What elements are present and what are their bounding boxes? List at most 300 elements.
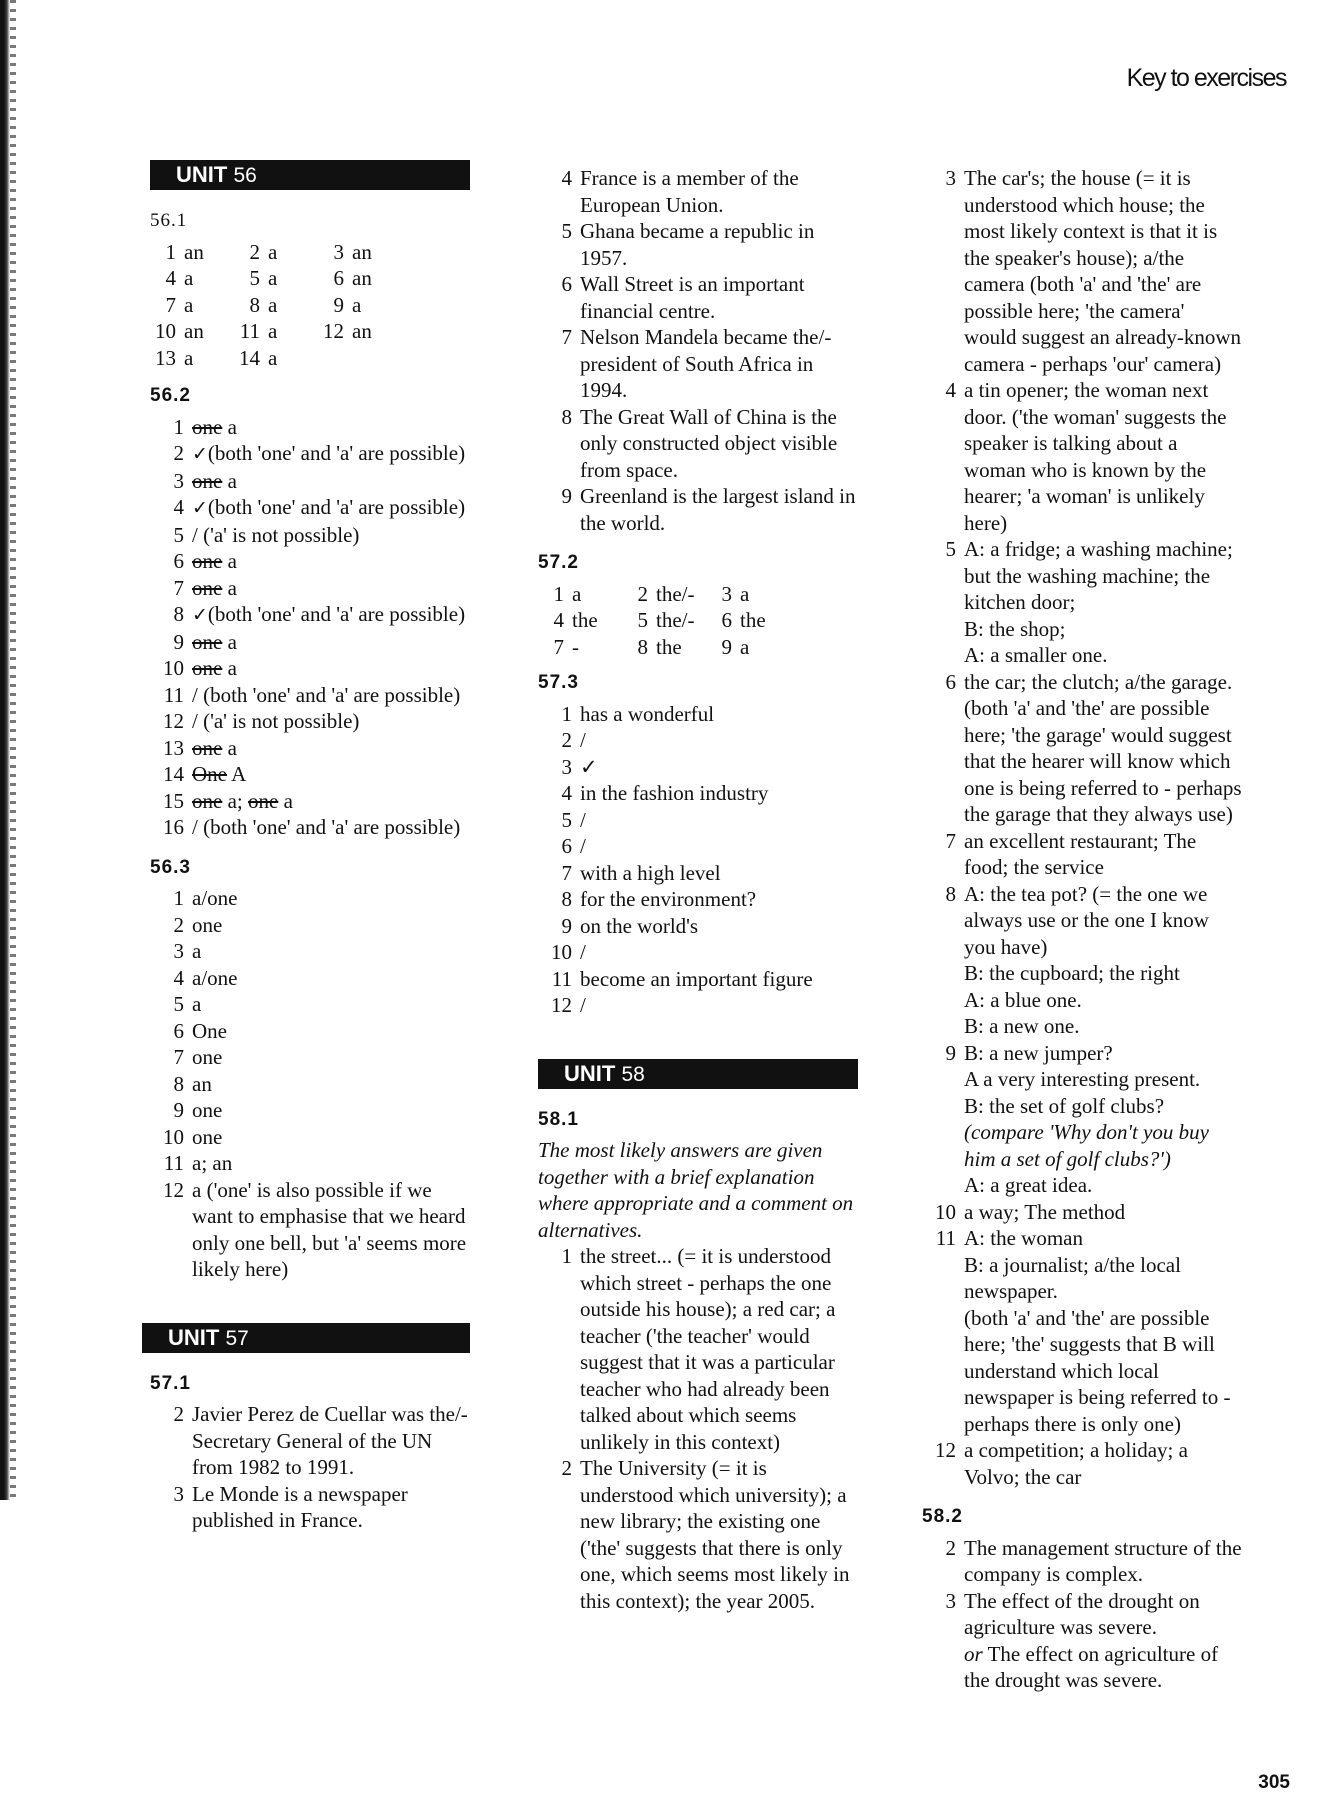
answer-number: 9 (721, 634, 732, 659)
item-number: 12 (551, 993, 572, 1017)
item-number: 12 (935, 1438, 956, 1462)
item-number: 4 (561, 781, 572, 805)
answer-text: a (222, 656, 237, 680)
item-text (580, 165, 858, 218)
answer-text: a (222, 575, 237, 600)
item-number: 3 (173, 939, 184, 963)
list-item (922, 536, 1242, 669)
item-text (964, 1535, 1242, 1588)
item-text (192, 1097, 470, 1124)
item-text (192, 682, 470, 709)
item-text (192, 761, 470, 788)
list-item (922, 1588, 1242, 1694)
list-item (538, 483, 858, 536)
dialogue-line (964, 642, 1242, 669)
line-text: B: the set of golf clubs? (964, 1093, 1165, 1118)
item-number: 2 (173, 1402, 184, 1426)
answer-value: the/- (656, 581, 695, 606)
list-item (150, 885, 470, 912)
item-number: 6 (561, 834, 572, 858)
answer-text: ✓ (580, 754, 598, 779)
item-number: 7 (561, 325, 572, 349)
item-number: 1 (561, 701, 572, 726)
item-number: 8 (561, 404, 572, 429)
answer-value: a (184, 345, 194, 370)
list-item (150, 991, 470, 1018)
item-text (964, 1199, 1242, 1226)
answer-number: 6 (333, 266, 344, 290)
answer-text: / (both 'one' and 'a' are possible) (192, 682, 461, 707)
item-text (192, 885, 470, 912)
item-text (192, 468, 470, 495)
list-item (150, 1481, 470, 1534)
list-item (538, 807, 858, 834)
item-number: 10 (163, 656, 184, 680)
answer-text: on the world's (580, 913, 699, 938)
item-number: 11 (163, 1151, 184, 1175)
answer-text: in the fashion industry (580, 781, 769, 805)
exercise-57-2-answers (538, 581, 858, 661)
answer-text: France is a member of the European Union. (580, 166, 799, 217)
dialogue-line (964, 1066, 1242, 1093)
line-text: A a very interesting present. (964, 1067, 1201, 1091)
item-number: 2 (561, 1456, 572, 1480)
answer-number: 5 (637, 608, 648, 632)
dialogue-line (964, 1172, 1242, 1199)
line-text: B: the cupboard; the right (964, 961, 1180, 985)
dialogue-line (964, 536, 1242, 616)
item-number: 11 (163, 682, 184, 707)
item-text (192, 965, 470, 992)
answer-text: / ('a' is not possible) (192, 522, 360, 547)
line-text: A: the tea pot? (= the one we always use or the one I know you have) (964, 881, 1209, 959)
answer-text: become an important figure (580, 966, 813, 991)
column-1 (150, 160, 470, 1534)
answer-number: 4 (165, 266, 176, 290)
line-text: A: a blue one. (964, 987, 1082, 1012)
exercise-57-3-list (538, 701, 858, 1019)
answer-value: a (572, 581, 582, 606)
answer-number: 1 (553, 581, 564, 606)
item-text (964, 1437, 1242, 1490)
struck-word: one (192, 549, 223, 573)
list-item (538, 754, 858, 781)
item-number: 10 (163, 1124, 184, 1149)
item-text (580, 324, 858, 404)
item-text (192, 414, 470, 441)
item-number: 12 (163, 1177, 184, 1202)
item-number: 14 (163, 762, 184, 786)
item-text (580, 780, 858, 807)
list-item (538, 324, 858, 404)
item-number: 6 (561, 272, 572, 296)
exercise-57-1-label: 57.1 (150, 1372, 191, 1394)
list-item (150, 788, 470, 815)
list-item (150, 965, 470, 992)
dialogue-line (964, 1040, 1242, 1067)
exercise-58-1-list-part1 (538, 1243, 858, 1614)
answer-value: a (740, 581, 750, 606)
list-item (150, 414, 470, 441)
exercise-56-1-label: 56.1 (150, 210, 188, 231)
list-item (922, 881, 1242, 1040)
item-text (192, 991, 470, 1018)
answer-text: has a wonderful (580, 701, 715, 726)
answer-text: / (580, 728, 586, 752)
item-text (192, 708, 470, 735)
list-item (922, 165, 1242, 377)
exercise-58-1-list-part2 (922, 165, 1242, 1490)
item-number: 6 (173, 1018, 184, 1043)
line-text: B: the shop; (964, 616, 1066, 641)
item-text (192, 1150, 470, 1177)
item-text (580, 218, 858, 271)
item-text (580, 754, 858, 781)
list-item (150, 601, 470, 629)
list-item (150, 1401, 470, 1481)
answer-number: 12 (323, 319, 344, 343)
struck-word: one (192, 575, 223, 600)
list-item (538, 1455, 858, 1614)
list-item (922, 828, 1242, 881)
item-text (192, 735, 470, 762)
exercise-56-3-list (150, 885, 470, 1283)
item-text (580, 992, 858, 1019)
alternative-answer (964, 1641, 1242, 1694)
answer-text: / (580, 807, 586, 832)
answer-text: (both 'one' and 'a' are possible) (207, 441, 466, 465)
item-number: 3 (945, 1588, 956, 1613)
answer-value: the/- (656, 608, 695, 632)
list-item (150, 708, 470, 735)
struck-word: one (192, 788, 223, 813)
item-text (580, 727, 858, 754)
item-number: 9 (173, 1098, 184, 1122)
answer-number: 2 (249, 239, 260, 264)
answer-value: a (740, 634, 750, 659)
answer-value: the (656, 634, 682, 659)
answer-text: The Great Wall of China is the only constructed object visible from space. (580, 404, 838, 482)
item-text (964, 828, 1242, 881)
item-text (192, 1177, 470, 1283)
answer-text: / (580, 940, 586, 964)
item-number: 2 (173, 912, 184, 937)
item-text (580, 966, 858, 993)
list-item (150, 655, 470, 682)
dialogue-line (964, 881, 1242, 961)
item-number: 7 (173, 575, 184, 600)
item-number: 9 (945, 1040, 956, 1065)
alt-text: The effect on agriculture of the drought was severe. (964, 1641, 1219, 1692)
item-text (964, 1040, 1242, 1199)
item-number: 4 (173, 965, 184, 990)
answer-text: a (222, 735, 237, 760)
item-text (964, 881, 1242, 1040)
page-number: 305 (1258, 1772, 1290, 1793)
list-item (538, 886, 858, 913)
unit-56-heading: UNIT 56 (150, 160, 470, 190)
alt-prefix: or (964, 1641, 983, 1666)
list-item (538, 913, 858, 940)
answer-value: a (268, 345, 278, 370)
item-text (192, 548, 470, 575)
item-text (580, 701, 858, 728)
running-header: Key to exercises (1126, 64, 1286, 92)
item-number: 6 (945, 669, 956, 694)
answer-text: Ghana became a republic in 1957. (580, 219, 815, 270)
dialogue-line (964, 987, 1242, 1014)
dialogue-line (964, 1225, 1242, 1252)
item-number: 15 (163, 788, 184, 813)
struck-word: One (192, 762, 227, 786)
answer-number: 3 (333, 239, 344, 264)
item-number: 4 (173, 495, 184, 519)
list-item (538, 218, 858, 271)
list-item (538, 780, 858, 807)
answer-text: / (580, 993, 586, 1017)
answer-value: an (352, 319, 372, 343)
answer-value: - (572, 634, 579, 659)
list-item (538, 992, 858, 1019)
item-text (192, 938, 470, 965)
exercise-56-3-label: 56.3 (150, 856, 191, 878)
answer-number: 13 (155, 345, 176, 370)
unit-57-heading: UNIT 57 (142, 1323, 470, 1353)
list-item (150, 1124, 470, 1151)
note (964, 1119, 1242, 1172)
answer-text: (both 'one' and 'a' are possible) (207, 602, 466, 626)
item-number: 8 (173, 1071, 184, 1096)
list-item (538, 271, 858, 324)
list-item (150, 494, 470, 522)
item-number: 3 (173, 468, 184, 493)
list-item (150, 761, 470, 788)
item-text (192, 1481, 470, 1534)
unit-58-heading: UNIT 58 (538, 1059, 858, 1089)
item-text (192, 1124, 470, 1151)
exercise-57-1-list-part1 (150, 1401, 470, 1534)
answer-number: 9 (333, 292, 344, 317)
answer-text: a (222, 549, 237, 573)
answer-number: 8 (637, 634, 648, 659)
answer-text: a/one (192, 886, 238, 910)
item-number: 1 (173, 414, 184, 439)
exercise-56-1-answers (150, 239, 470, 372)
answer-text: / ('a' is not possible) (192, 709, 360, 733)
item-text (964, 1225, 1242, 1437)
item-text (580, 483, 858, 536)
answer-value: a (268, 239, 278, 264)
item-number: 8 (945, 881, 956, 906)
item-text (192, 1071, 470, 1098)
answer-text: an (192, 1071, 212, 1096)
item-number: 4 (561, 166, 572, 190)
list-item (538, 966, 858, 993)
list-item (922, 1535, 1242, 1588)
answer-value: the (740, 608, 766, 632)
answer-text: A (227, 762, 247, 786)
item-text (580, 1455, 858, 1614)
item-text (580, 1243, 858, 1455)
answer-number: 3 (721, 581, 732, 606)
answer-text: The management structure of the company is complex. (964, 1535, 1242, 1586)
list-item (538, 165, 858, 218)
item-number: 2 (945, 1535, 956, 1560)
struck-word: one (192, 656, 223, 680)
answer-text: the street... (= it is understood which street - perhaps the one outside his house); a red car; a teacher ('the teacher' would suggest that it was a particular teacher who had already been talked about which seems unlikely in this context) (580, 1244, 836, 1454)
item-number: 8 (173, 602, 184, 626)
item-number: 8 (561, 887, 572, 911)
answer-text: Javier Perez de Cuellar was the/- Secretary General of the UN from 1982 to 1991. (192, 1402, 468, 1479)
list-item (538, 833, 858, 860)
list-item (150, 1097, 470, 1124)
answer-value: a (184, 292, 194, 317)
item-text (580, 807, 858, 834)
list-item (150, 440, 470, 468)
line-text: A: a great idea. (964, 1173, 1093, 1197)
item-text (580, 939, 858, 966)
column-2 (538, 165, 858, 1614)
item-number: 4 (945, 378, 956, 402)
answer-text: one (192, 1098, 223, 1122)
item-text (192, 629, 470, 656)
line-text: A: the woman (964, 1226, 1083, 1250)
item-number: 11 (935, 1226, 956, 1250)
answer-text: an excellent restaurant; The food; the service (964, 828, 1197, 879)
answer-text: a (222, 629, 237, 654)
item-text (192, 912, 470, 939)
item-number: 3 (945, 166, 956, 190)
answer-text: a/one (192, 965, 238, 990)
list-item (150, 629, 470, 656)
scanned-spine-shadow (10, 0, 16, 1500)
item-text (580, 913, 858, 940)
item-text (192, 440, 470, 468)
dialogue-line (964, 1093, 1242, 1120)
list-item (538, 1243, 858, 1455)
item-number: 11 (551, 966, 572, 991)
item-number: 10 (935, 1199, 956, 1224)
answer-number: 7 (553, 634, 564, 659)
item-text (964, 669, 1242, 828)
item-text (964, 165, 1242, 377)
dialogue-line (964, 616, 1242, 643)
item-text (964, 1588, 1242, 1694)
exercise-56-2-label: 56.2 (150, 385, 191, 406)
list-item (922, 377, 1242, 536)
item-number: 2 (561, 728, 572, 752)
answer-value: the (572, 608, 598, 632)
struck-word: one (247, 788, 279, 813)
exercise-58-1-intro: The most likely answers are given together with a brief explanation where appropriate and a comment on alternatives. (538, 1138, 854, 1242)
item-number: 5 (173, 992, 184, 1016)
answer-text: The car's; the house (= it is understood which house; the most likely context is that it is the speaker's house); a/the camera (both 'a' and 'the' are possible here; 'the camera' would suggest an already-known camera - perhaps 'our' camera) (964, 166, 1242, 376)
answer-value: a (268, 292, 278, 317)
item-number: 7 (561, 860, 572, 885)
item-number: 7 (945, 828, 956, 853)
answer-text: a (278, 788, 293, 813)
answer-value: a (184, 266, 194, 290)
answer-value: an (184, 239, 204, 264)
answer-number: 11 (239, 319, 260, 343)
check-icon: ✓ (192, 443, 208, 465)
item-text (964, 536, 1242, 669)
item-text (192, 1401, 470, 1481)
item-number: 12 (163, 709, 184, 733)
answer-value: an (184, 319, 204, 343)
answer-number: 14 (239, 345, 260, 370)
answer-text: Wall Street is an important financial centre. (580, 272, 805, 323)
answer-number: 1 (165, 239, 176, 264)
scanned-spine-edge (0, 0, 10, 1500)
list-item (538, 727, 858, 754)
exercise-58-1-label: 58.1 (538, 1108, 579, 1130)
answer-text: a ('one' is also possible if we want to emphasise that we heard only one bell, but 'a' seems more likely here) (192, 1177, 467, 1281)
item-number: 10 (551, 940, 572, 964)
answer-text: a way; The method (964, 1199, 1126, 1224)
item-number: 3 (561, 754, 572, 779)
answer-text: Nelson Mandela became the/- president of South Africa in 1994. (580, 325, 832, 402)
list-item (150, 912, 470, 939)
answer-text: (both 'one' and 'a' are possible) (207, 495, 466, 519)
list-item (538, 701, 858, 728)
item-number: 5 (561, 219, 572, 243)
answer-number: 7 (165, 292, 176, 317)
item-text (192, 575, 470, 602)
item-number: 1 (561, 1244, 572, 1268)
answer-text: one (192, 1045, 223, 1069)
list-item (150, 522, 470, 549)
line-text: B: a journalist; a/the local newspaper. (964, 1252, 1181, 1303)
answer-value: a (268, 266, 278, 290)
answer-text: one (192, 1124, 223, 1149)
line-text: B: a new one. (964, 1014, 1080, 1038)
item-number: 13 (163, 735, 184, 760)
list-item (150, 1044, 470, 1071)
item-number: 1 (173, 886, 184, 910)
list-item (922, 1225, 1242, 1437)
answer-text: with a high level (580, 860, 721, 885)
item-text (580, 886, 858, 913)
item-text (580, 833, 858, 860)
item-number: 2 (173, 441, 184, 465)
note-text: (compare 'Why don't you buy him a set of golf clubs?') (964, 1120, 1209, 1171)
item-text (580, 271, 858, 324)
list-item (150, 735, 470, 762)
item-number: 6 (173, 549, 184, 573)
item-text (192, 788, 470, 815)
struck-word: one (192, 414, 223, 439)
item-text (192, 1018, 470, 1045)
dialogue-line (964, 1305, 1242, 1438)
exercise-58-2-label: 58.2 (922, 1506, 963, 1527)
check-icon: ✓ (192, 497, 208, 519)
line-text: A: a fridge; a washing machine; but the washing machine; the kitchen door; (964, 537, 1233, 614)
check-icon: ✓ (192, 604, 208, 626)
list-item (922, 1040, 1242, 1199)
item-number: 7 (173, 1045, 184, 1069)
item-number: 9 (561, 913, 572, 938)
answer-text: a tin opener; the woman next door. ('the woman' suggests the speaker is talking about a woman who is known by the hearer; 'a woman' is unlikely here) (964, 378, 1227, 535)
dialogue-line (964, 1013, 1242, 1040)
list-item (150, 548, 470, 575)
list-item (538, 404, 858, 484)
answer-text: a; an (192, 1151, 233, 1175)
answer-text: a; (222, 788, 248, 813)
line-text: B: a new jumper? (964, 1040, 1113, 1065)
line-text: A: a smaller one. (964, 643, 1108, 667)
item-number: 5 (561, 807, 572, 832)
